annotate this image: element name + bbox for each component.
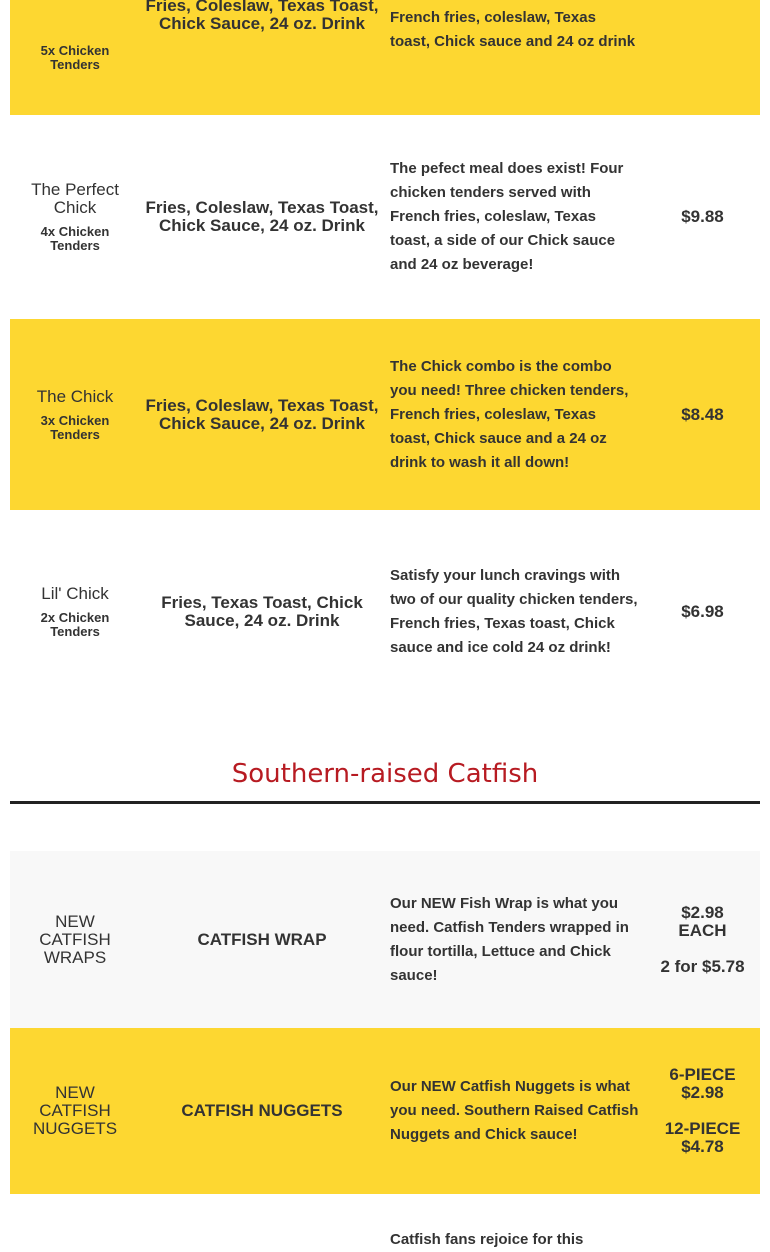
- item-description: French fries, coleslaw, Texas toast, Chick sauce and 24 oz drink: [390, 8, 636, 50]
- item-quantity: 3x Chicken Tenders: [40, 412, 110, 442]
- item-description: Our NEW Fish Wrap is what you need. Catfish Tenders wrapped in flour tortilla, Lettuce and Chick sauce!: [390, 894, 629, 984]
- item-name-cell: [10, 115, 140, 319]
- item-name: NEW CATFISH WRAPS: [39, 911, 111, 967]
- item-sides-cell: [140, 0, 384, 115]
- item-name-cell: [10, 1028, 140, 1194]
- item-sides: Fries, Coleslaw, Texas Toast, Chick Sauce, 24 oz. Drink: [145, 0, 379, 33]
- item-name: The Chick: [36, 386, 114, 406]
- item-price-cell: [650, 319, 755, 510]
- item-price: $6.98: [681, 602, 724, 621]
- item-description-cell: [390, 1028, 640, 1194]
- item-name: The Perfect Chick: [31, 180, 119, 217]
- menu-row-catfish-nuggets: [10, 1028, 760, 1194]
- item-price-12-piece: 12-PIECE $4.78: [664, 1119, 741, 1156]
- item-name-cell: [10, 0, 140, 115]
- item-description: Catfish fans rejoice for this: [390, 1231, 584, 1248]
- item-sides: Fries, Coleslaw, Texas Toast, Chick Sauce, 24 oz. Drink: [145, 395, 379, 433]
- item-sides-cell: [140, 115, 384, 319]
- item-name: NEW CATFISH NUGGETS: [32, 1083, 118, 1138]
- item-product-cell: [140, 851, 384, 1028]
- menu-row-catfish-next: [10, 1194, 760, 1248]
- item-price: $8.48: [681, 404, 724, 424]
- menu-row-perfect-chick: [10, 115, 760, 319]
- item-description-cell: [390, 510, 640, 714]
- item-sides-cell: [140, 319, 384, 510]
- menu-row-5x-combo: [10, 0, 760, 115]
- item-price-cell: [650, 1028, 755, 1194]
- item-sides: Fries, Coleslaw, Texas Toast, Chick Sauce, 24 oz. Drink: [145, 198, 379, 235]
- item-description-cell: [390, 1194, 640, 1248]
- item-name-cell: [10, 319, 140, 510]
- item-name: Lil' Chick: [41, 584, 109, 603]
- item-description-cell: [390, 319, 640, 510]
- item-price-cell: [650, 115, 755, 319]
- item-quantity: 4x Chicken Tenders: [40, 224, 110, 253]
- section-divider: [10, 801, 760, 804]
- item-description-cell: [390, 0, 640, 115]
- item-price-single: $2.98 EACH: [678, 902, 727, 940]
- item-product: CATFISH WRAP: [197, 929, 327, 949]
- item-price-6-piece: 6-PIECE $2.98: [669, 1065, 736, 1102]
- item-description-cell: [390, 851, 640, 1028]
- menu-row-lil-chick: [10, 510, 760, 714]
- item-product: CATFISH NUGGETS: [181, 1101, 343, 1120]
- item-quantity: 5x Chicken Tenders: [40, 42, 110, 72]
- menu-row-catfish-wrap: [10, 851, 760, 1028]
- item-price: $9.88: [681, 207, 724, 226]
- item-name-cell: [10, 851, 140, 1028]
- item-name-cell: [10, 510, 140, 714]
- item-sides-cell: [140, 510, 384, 714]
- item-price-double: 2 for $5.78: [660, 956, 745, 976]
- item-price-cell: [650, 510, 755, 714]
- item-description-cell: [390, 115, 640, 319]
- item-quantity: 2x Chicken Tenders: [40, 610, 110, 639]
- item-sides: Fries, Texas Toast, Chick Sauce, 24 oz. Drink: [161, 593, 363, 630]
- item-price-cell: [650, 0, 755, 115]
- item-description: Satisfy your lunch cravings with two of our quality chicken tenders, French fries, Texas toast, Chick sauce and ice cold 24 oz drink!: [390, 567, 638, 656]
- item-price-cell: [650, 851, 755, 1028]
- item-description: Our NEW Catfish Nuggets is what you need. Southern Raised Catfish Nuggets and Chick sauce!: [390, 1078, 639, 1143]
- menu-row-the-chick: [10, 319, 760, 510]
- item-description: The Chick combo is the combo you need! Three chicken tenders, French fries, coleslaw, Texas toast, Chick sauce and a 24 oz drink to wash it all down!: [390, 357, 629, 471]
- item-description: The pefect meal does exist! Four chicken tenders served with French fries, coleslaw, Texas toast, a side of our Chick sauce and 24 oz beverage!: [390, 160, 624, 273]
- section-title-catfish: Southern-raised Catfish: [231, 759, 539, 789]
- item-product-cell: [140, 1028, 384, 1194]
